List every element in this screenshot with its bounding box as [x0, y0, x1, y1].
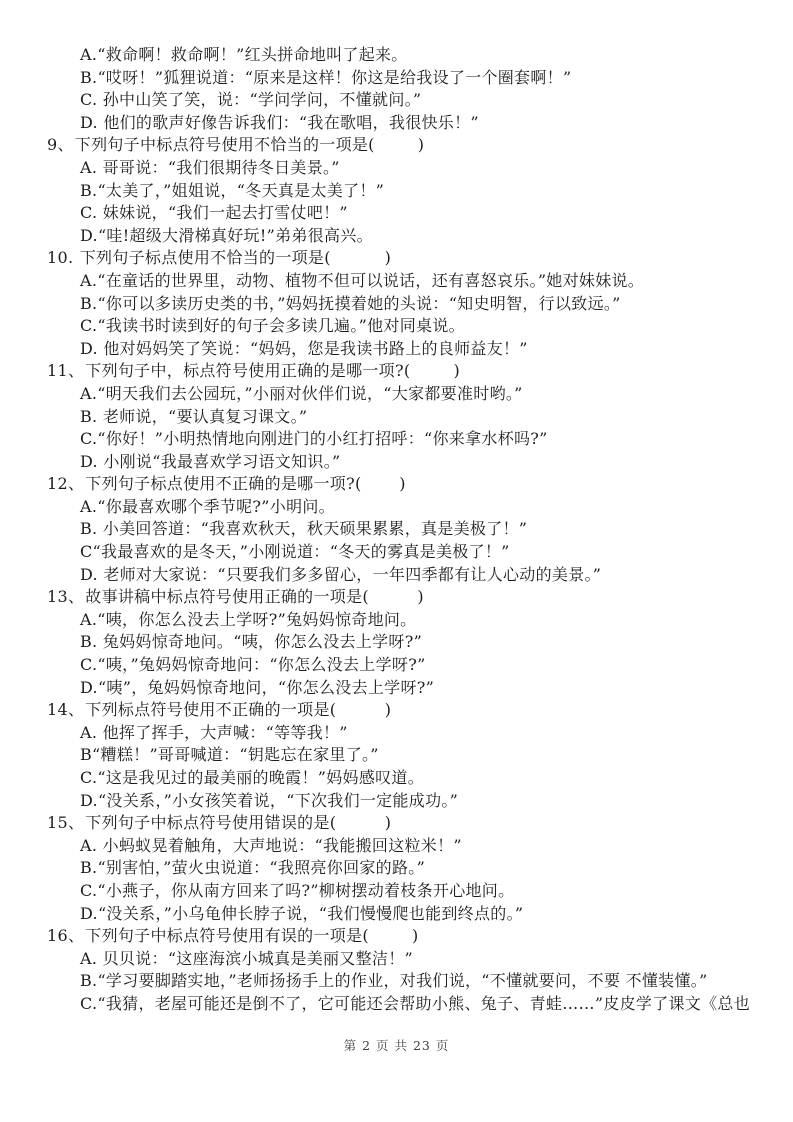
- question-number: 15、: [47, 813, 85, 833]
- question-stem: 故事讲稿中标点符号使用正确的一项是( ): [85, 587, 424, 607]
- page-footer: [0, 1036, 793, 1054]
- question-line: [47, 812, 793, 835]
- option-line: B“糟糕！”哥哥喊道：“钥匙忘在家里了。”: [80, 745, 379, 765]
- option-line: C.“我猜，老屋可能还是倒不了，它可能还会帮助小熊、兔子、青蛙……”皮皮学了课文《总也: [80, 993, 751, 1013]
- option-line: D.“哇!超级大滑梯真好玩!”弟弟很高兴。: [80, 225, 373, 245]
- question-number: 13、: [47, 587, 85, 607]
- option-line: D.“没关系，”小乌龟伸长脖子说，“我们慢慢爬也能到终点的。”: [80, 903, 524, 923]
- option-line: A.“你最喜欢哪个季节呢?”小明问。: [80, 496, 335, 516]
- question-stem: 下列标点符号使用不正确的一项是( ): [85, 700, 392, 720]
- option-line: A.“明天我们去公园玩，”小丽对伙伴们说，“大家都要准时哟。”: [80, 383, 523, 403]
- option-line: C“我最喜欢的是冬天，”小刚说道：“冬天的雾真是美极了！”: [80, 542, 510, 562]
- option-line: B. 老师说，“要认真复习课文。”: [80, 406, 308, 426]
- option-line: D. 他们的歌声好像告诉我们：“我在歌唱，我很快乐！”: [80, 112, 479, 132]
- question-number: 11、: [47, 361, 85, 381]
- option-line: B.“太美了，”姐姐说，“冬天真是太美了！”: [80, 180, 385, 200]
- option-line: C.“你好！”小明热情地向刚进门的小红打招呼：“你来拿水杯吗?”: [80, 429, 548, 449]
- exam-page: [47, 44, 793, 1016]
- option-line: C. 孙中山笑了笑，说：“学问学问，不懂就问。”: [80, 90, 422, 110]
- question-stem: 下列句子中标点符号使用有误的一项是( ): [85, 926, 419, 946]
- option-line: B.“哎呀！”狐狸说道：“原来是这样！你这是给我设了一个圈套啊！”: [80, 67, 572, 87]
- question-number: 12、: [47, 474, 85, 494]
- question-line: [47, 247, 793, 270]
- question-line: [47, 925, 793, 948]
- option-line: D.“咦”，兔妈妈惊奇地问，“你怎么没去上学呀?”: [80, 677, 435, 697]
- option-line: D.“没关系，”小女孩笑着说，“下次我们一定能成功。”: [80, 790, 459, 810]
- option-line: A. 哥哥说：“我们很期待冬日美景。”: [80, 157, 340, 177]
- question-line: [47, 134, 793, 157]
- question-stem: 下列句子中，标点符号使用正确的是哪一项?( ): [85, 361, 461, 381]
- option-line: B.“别害怕，”萤火虫说道：“我照亮你回家的路。”: [80, 858, 426, 878]
- option-line: C. 妹妹说，“我们一起去打雪仗吧！”: [80, 203, 348, 223]
- question-stem: 下列句子中标点符号使用不恰当的一项是( ): [74, 135, 425, 155]
- question-line: [47, 360, 793, 383]
- option-line: D. 他对妈妈笑了笑说：“妈妈，您是我读书路上的良师益友！”: [80, 338, 528, 358]
- option-line: A.“咦，你怎么没去上学呀?”兔妈妈惊奇地问。: [80, 609, 417, 629]
- question-line: [47, 586, 793, 609]
- option-line: A. 贝贝说：“这座海滨小城真是美丽又整洁！”: [80, 948, 413, 968]
- option-line: A. 他挥了挥手，大声喊：“等等我！”: [80, 722, 348, 742]
- page-indicator: 第 2 页 共 23 页: [343, 1038, 450, 1053]
- option-line: B.“学习要脚踏实地，”老师扬扬手上的作业，对我们说，“不懂就要问，不要 不懂装懂。”: [80, 971, 708, 991]
- option-line: A. 小蚂蚁晃着触角，大声地说：“我能搬回这粒米！”: [80, 835, 462, 855]
- option-line: D. 小刚说“我最喜欢学习语文知识。”: [80, 451, 341, 471]
- question-number: 16、: [47, 926, 85, 946]
- question-list: [47, 44, 793, 1016]
- question-line: [47, 699, 793, 722]
- option-line: C.“小燕子，你从南方回来了吗?”柳树摆动着枝条开心地问。: [80, 880, 515, 900]
- option-line: A.“救命啊！救命啊！”红头拼命地叫了起来。: [80, 45, 408, 64]
- question-number: 10.: [47, 248, 79, 268]
- option-line: B. 兔妈妈惊奇地问。“咦，你怎么没去上学呀?”: [80, 632, 423, 652]
- question-number: 9、: [47, 135, 74, 155]
- option-line: C.“这是我见过的最美丽的晚霞！”妈妈感叹道。: [80, 768, 425, 787]
- question-stem: 下列句子中标点符号使用错误的是( ): [85, 813, 392, 833]
- question-line: [47, 473, 793, 496]
- option-line: C.“咦，”兔妈妈惊奇地问：“你怎么没去上学呀?”: [80, 655, 426, 675]
- question-stem: 下列句子标点使用不正确的是哪一项?( ): [85, 474, 406, 494]
- option-line: A.“在童话的世界里，动物、植物不但可以说话，还有喜怒哀乐。”她对妹妹说。: [80, 270, 645, 290]
- question-number: 14、: [47, 700, 85, 720]
- option-line: D. 老师对大家说：“只要我们多多留心，一年四季都有让人心动的美景。”: [80, 564, 602, 584]
- option-line: B.“你可以多读历史类的书，”妈妈抚摸着她的头说：“知史明智，行以致远。”: [80, 293, 621, 313]
- option-line: C.“我读书时读到好的句子会多读几遍。”他对同桌说。: [80, 316, 465, 336]
- option-line: B. 小美回答道：“我喜欢秋天，秋天硕果累累，真是美极了！”: [80, 519, 528, 539]
- question-stem: 下列句子标点使用不恰当的一项是( ): [79, 248, 392, 268]
